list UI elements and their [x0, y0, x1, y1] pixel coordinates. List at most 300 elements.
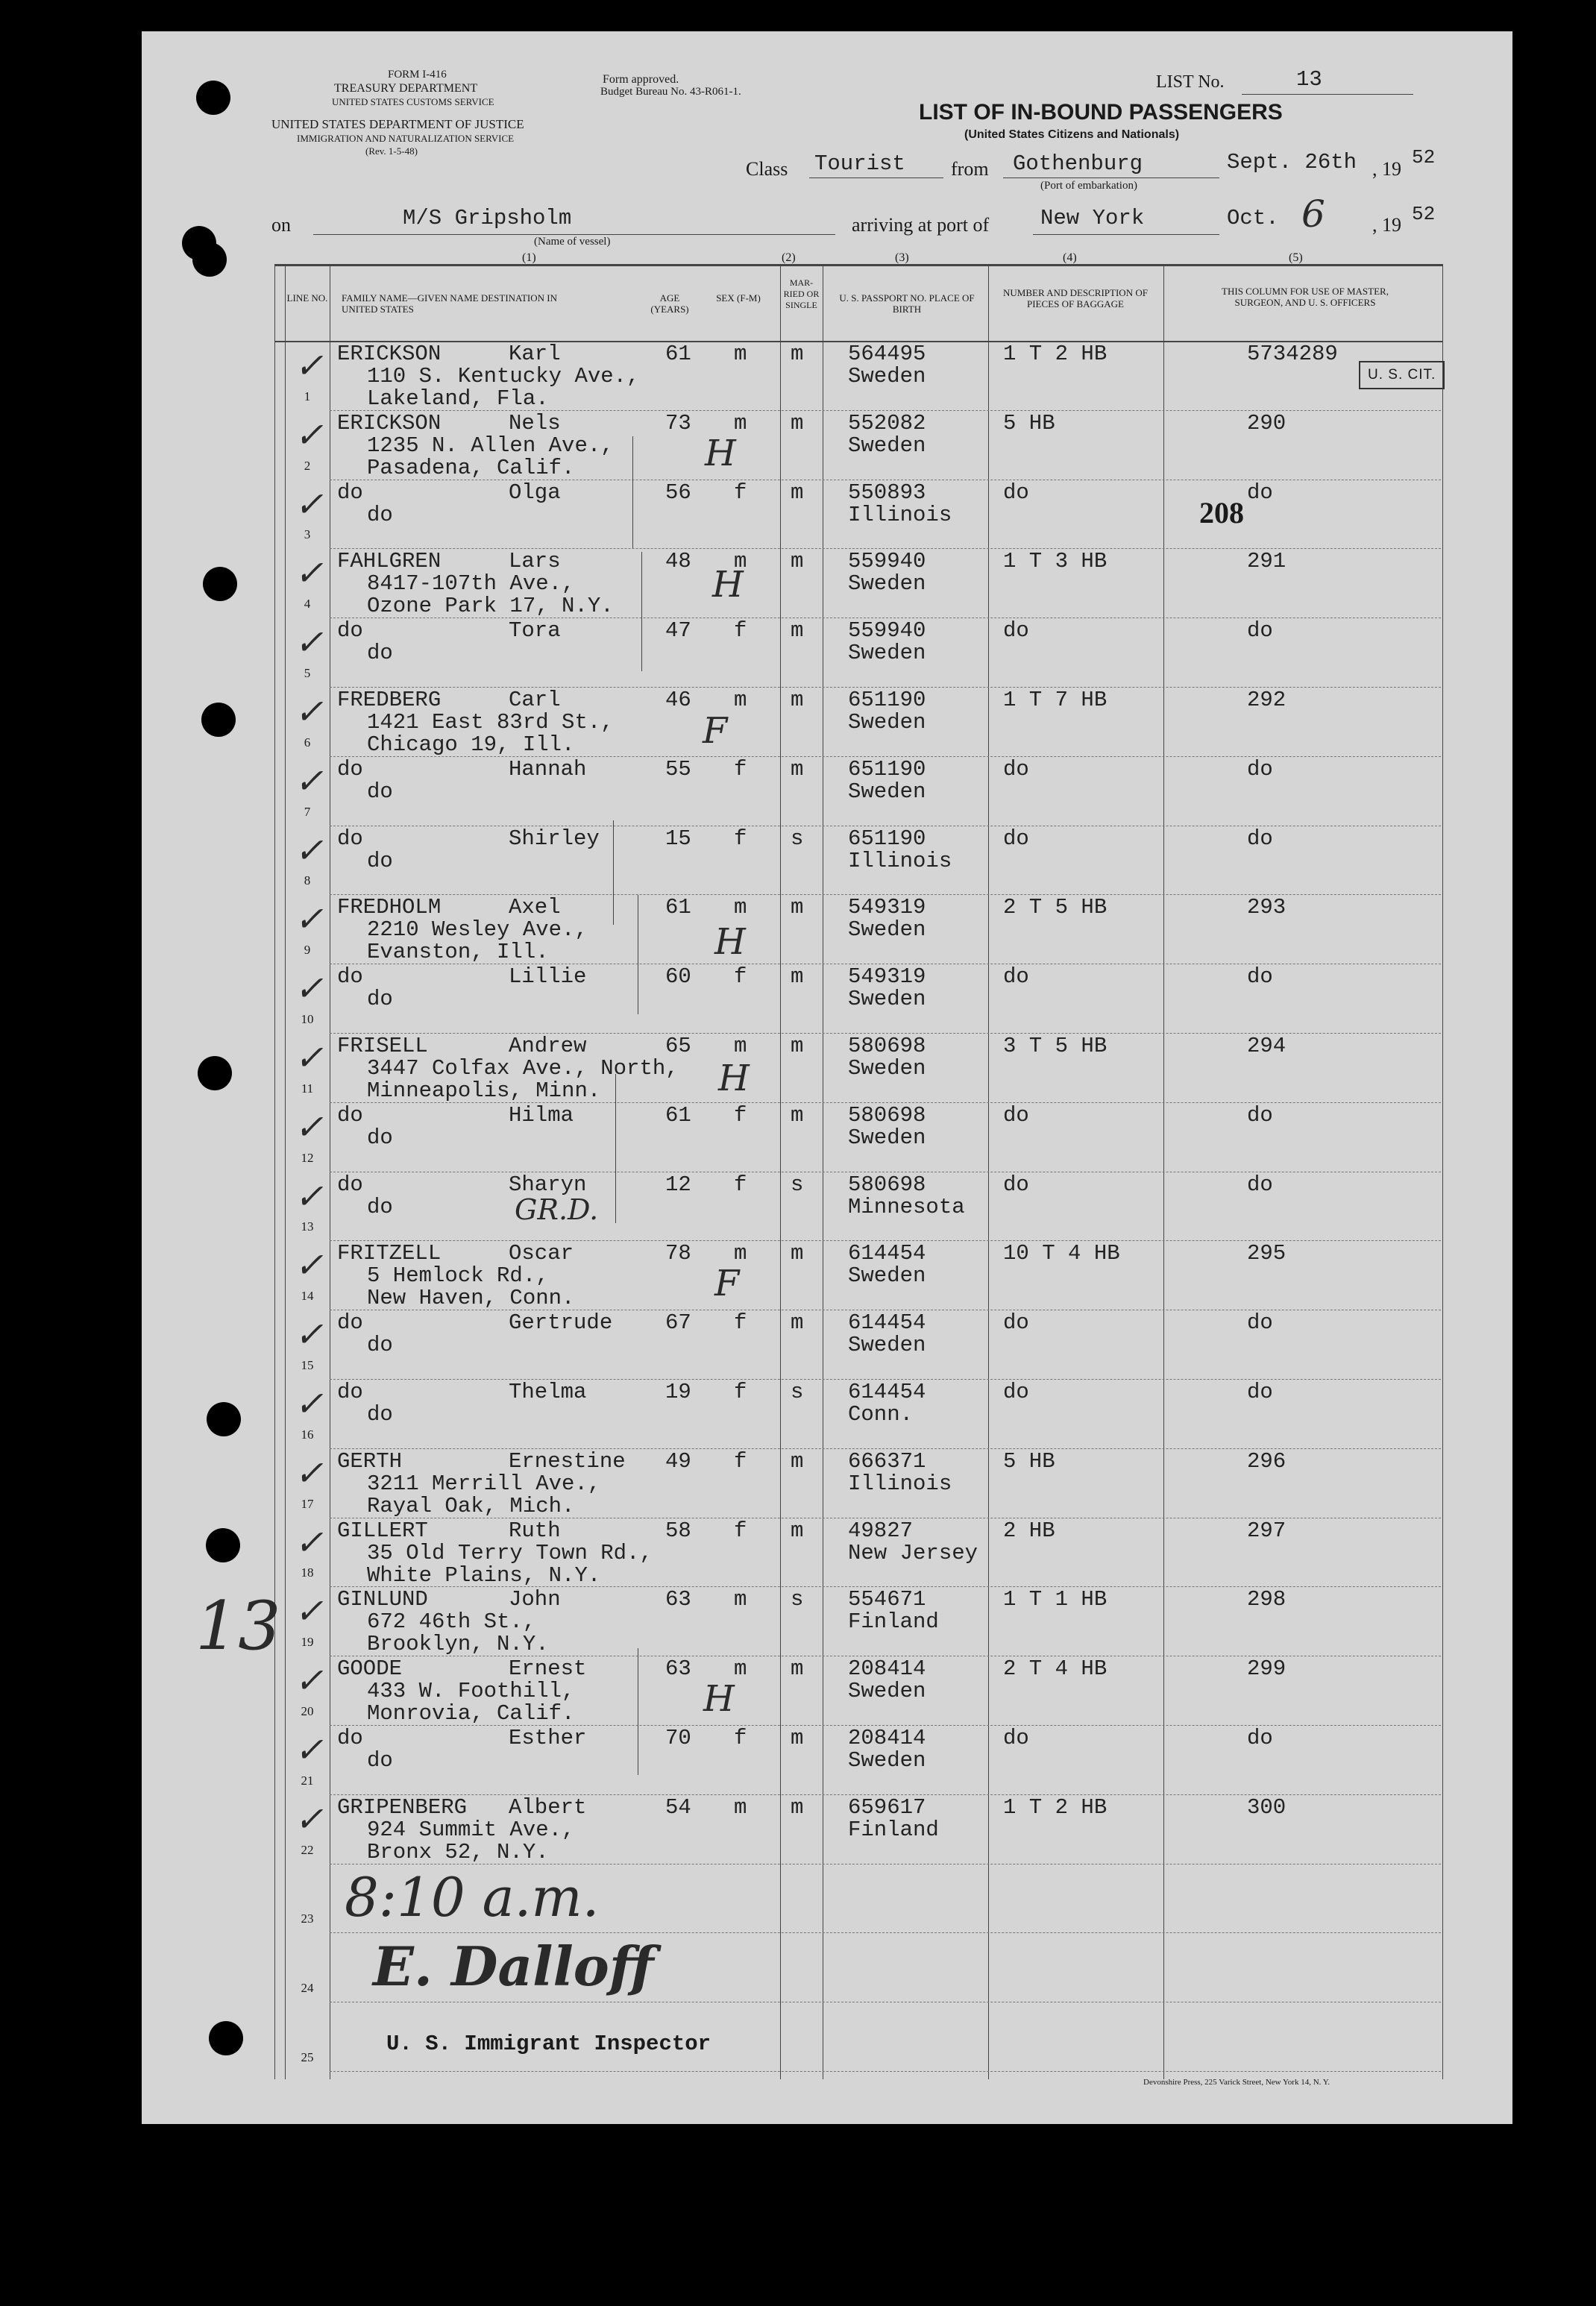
punch-hole: [198, 1056, 232, 1090]
officer-column-entry: 292: [1247, 688, 1286, 712]
passenger-family-name: do: [337, 1172, 363, 1197]
passenger-age: 61: [665, 895, 691, 920]
col-number-2: (2): [782, 251, 796, 264]
passenger-baggage: do: [1003, 964, 1029, 989]
line-number: 17: [301, 1497, 314, 1511]
passenger-address-line1: do: [367, 987, 393, 1011]
checkmark-icon: ✓: [295, 830, 324, 870]
passenger-birthplace: Sweden: [848, 571, 926, 596]
passenger-family-name: do: [337, 1310, 363, 1335]
list-no-value: 13: [1296, 67, 1322, 92]
family-mark: H: [714, 921, 746, 963]
officer-column-entry: 290: [1247, 411, 1286, 436]
passenger-marital-status: m: [791, 895, 804, 920]
document-subtitle: (United States Citizens and Nationals): [964, 128, 1180, 141]
passenger-address-line2: Ozone Park 17, N.Y.: [367, 594, 614, 618]
us-citizen-stamp: U. S. CIT.: [1359, 361, 1445, 389]
passenger-given-name: Hannah: [509, 757, 587, 782]
passenger-sex: m: [734, 411, 747, 436]
family-mark: H: [718, 1058, 750, 1099]
passenger-given-name: Hilma: [509, 1103, 574, 1128]
passenger-baggage: do: [1003, 618, 1029, 643]
table-top-border: [274, 264, 1442, 266]
passenger-given-name: Gertrude: [509, 1310, 613, 1335]
col-number-1: (1): [522, 251, 536, 264]
officer-column-entry: 293: [1247, 895, 1286, 920]
from-label: from: [951, 158, 989, 180]
passenger-age: 65: [665, 1034, 691, 1058]
embark-port-value: Gothenburg: [1013, 151, 1143, 176]
row-divider: [330, 1932, 1441, 1933]
passenger-age: 61: [665, 1103, 691, 1128]
passenger-baggage: 2 HB: [1003, 1518, 1055, 1543]
passenger-sex: m: [734, 1656, 747, 1681]
passenger-passport-no: 549319: [848, 895, 926, 920]
passenger-age: 48: [665, 549, 691, 574]
passenger-family-name: GRIPENBERG: [337, 1795, 468, 1820]
passenger-birthplace: Sweden: [848, 1679, 926, 1703]
line-number: 13: [301, 1219, 314, 1234]
checkmark-icon: ✓: [295, 1453, 324, 1493]
punch-hole: [192, 242, 227, 277]
passenger-birthplace: Sweden: [848, 1263, 926, 1288]
officer-column-entry: do: [1247, 1726, 1273, 1750]
passenger-sex: f: [734, 480, 747, 505]
passenger-family-name: do: [337, 1380, 363, 1404]
passenger-family-name: FRITZELL: [337, 1241, 442, 1266]
line-number: 1: [304, 389, 311, 403]
form-approved: Form approved.: [603, 73, 679, 86]
line-number: 6: [304, 735, 311, 750]
passenger-baggage: 3 T 5 HB: [1003, 1034, 1108, 1058]
passenger-address-line1: do: [367, 849, 393, 873]
family-bracket: [632, 436, 633, 548]
passenger-baggage: 5 HB: [1003, 411, 1055, 436]
punch-hole: [209, 2021, 243, 2055]
passenger-birthplace: Sweden: [848, 364, 926, 389]
family-mark: H: [703, 1678, 735, 1720]
passenger-birthplace: Sweden: [848, 641, 926, 665]
passenger-passport-no: 549319: [848, 964, 926, 989]
officer-column-entry: do: [1247, 1310, 1273, 1335]
passenger-marital-status: m: [791, 964, 804, 989]
class-value: Tourist: [814, 151, 905, 176]
line-number: 24: [301, 1981, 314, 1995]
line-number: 4: [304, 597, 311, 611]
passenger-sex: f: [734, 826, 747, 851]
passenger-given-name: Tora: [509, 618, 561, 643]
passenger-family-name: GERTH: [337, 1449, 403, 1474]
passenger-passport-no: 559940: [848, 549, 926, 574]
passenger-marital-status: m: [791, 1103, 804, 1128]
passenger-sex: m: [734, 1241, 747, 1266]
family-mark: H: [712, 564, 744, 606]
arrival-year-value: 52: [1412, 203, 1436, 225]
officer-column-entry: do: [1247, 1103, 1273, 1128]
passenger-given-name: Karl: [509, 342, 561, 366]
checkmark-icon: ✓: [295, 1314, 324, 1354]
passenger-baggage: 1 T 1 HB: [1003, 1587, 1108, 1612]
passenger-sex: f: [734, 1103, 747, 1128]
checkmark-icon: ✓: [295, 622, 324, 662]
passenger-marital-status: m: [791, 480, 804, 505]
checkmark-icon: ✓: [295, 968, 324, 1008]
passenger-marital-status: m: [791, 1726, 804, 1750]
line-number: 14: [301, 1289, 314, 1303]
checkmark-icon: ✓: [295, 1660, 324, 1700]
arriving-label: arriving at port of: [852, 214, 990, 236]
passenger-address-line1: do: [367, 1748, 393, 1773]
line-number: 25: [301, 2050, 314, 2064]
officer-column-entry: do: [1247, 480, 1273, 505]
passenger-family-name: FRISELL: [337, 1034, 428, 1058]
passenger-address-line1: 35 Old Terry Town Rd.,: [367, 1541, 653, 1565]
passenger-family-name: do: [337, 757, 363, 782]
passenger-address-line1: do: [367, 1195, 393, 1219]
passenger-given-name: John: [509, 1587, 561, 1612]
passenger-family-name: do: [337, 826, 363, 851]
punch-hole: [196, 81, 230, 115]
family-bracket: [615, 1074, 616, 1223]
officer-column-entry: do: [1247, 618, 1273, 643]
passenger-address-line1: 2210 Wesley Ave.,: [367, 917, 588, 942]
passenger-birthplace: Sweden: [848, 1333, 926, 1357]
checkmark-icon: ✓: [295, 1245, 324, 1285]
passenger-age: 46: [665, 688, 691, 712]
list-no-label: LIST No.: [1156, 72, 1225, 92]
passenger-family-name: GILLERT: [337, 1518, 428, 1543]
officer-column-entry: 294: [1247, 1034, 1286, 1058]
passenger-birthplace: Sweden: [848, 710, 926, 735]
passenger-family-name: ERICKSON: [337, 342, 442, 366]
officer-column-entry: 296: [1247, 1449, 1286, 1474]
officer-column-entry: do: [1247, 1380, 1273, 1404]
passenger-birthplace: Sweden: [848, 987, 926, 1011]
checkmark-icon: ✓: [295, 899, 324, 939]
passenger-given-name: Sharyn: [509, 1172, 587, 1197]
line-number: 10: [301, 1012, 314, 1026]
passenger-address-line1: 8417-107th Ave.,: [367, 571, 575, 596]
officer-column-entry: 295: [1247, 1241, 1286, 1266]
form-number: FORM I-416: [388, 69, 447, 81]
passenger-age: 70: [665, 1726, 691, 1750]
passenger-family-name: GINLUND: [337, 1587, 428, 1612]
col-number-4: (4): [1063, 251, 1077, 264]
passenger-marital-status: m: [791, 688, 804, 712]
passenger-birthplace: Illinois: [848, 1471, 952, 1496]
passenger-sex: f: [734, 1518, 747, 1543]
passenger-baggage: do: [1003, 1103, 1029, 1128]
passenger-birthplace: Finland: [848, 1609, 939, 1634]
class-label: Class: [746, 158, 788, 180]
passenger-birthplace: Sweden: [848, 1056, 926, 1081]
passenger-age: 19: [665, 1380, 691, 1404]
passenger-marital-status: m: [791, 1034, 804, 1058]
line-number: 7: [304, 805, 311, 819]
passenger-age: 58: [665, 1518, 691, 1543]
passenger-baggage: 1 T 2 HB: [1003, 342, 1108, 366]
officer-column-entry: 298: [1247, 1587, 1286, 1612]
checkmark-icon: ✓: [295, 1730, 324, 1770]
passenger-marital-status: m: [791, 1795, 804, 1820]
passenger-age: 55: [665, 757, 691, 782]
line-number: 9: [304, 943, 311, 957]
officer-column-entry: do: [1247, 1172, 1273, 1197]
passenger-baggage: 1 T 2 HB: [1003, 1795, 1108, 1820]
checkmark-icon: ✓: [295, 691, 324, 732]
passenger-marital-status: m: [791, 1656, 804, 1681]
passenger-sex: m: [734, 1795, 747, 1820]
passenger-age: 73: [665, 411, 691, 436]
punch-hole: [201, 703, 236, 737]
list-no-field: [1242, 69, 1413, 95]
line-number: 2: [304, 459, 311, 473]
revision: (Rev. 1-5-48): [365, 145, 418, 157]
passenger-address-line1: 3447 Colfax Ave., North,: [367, 1056, 679, 1081]
passenger-address-line1: do: [367, 1402, 393, 1427]
passenger-sex: f: [734, 618, 747, 643]
passenger-baggage: 2 T 5 HB: [1003, 895, 1108, 920]
passenger-marital-status: s: [791, 826, 804, 851]
passenger-marital-status: m: [791, 1449, 804, 1474]
passenger-sex: f: [734, 1380, 747, 1404]
passenger-address-line2: Monrovia, Calif.: [367, 1701, 575, 1726]
passenger-marital-status: m: [791, 1241, 804, 1266]
passenger-marital-status: m: [791, 411, 804, 436]
passenger-address-line1: do: [367, 503, 393, 527]
passenger-address-line2: New Haven, Conn.: [367, 1286, 575, 1310]
checkmark-icon: ✓: [295, 415, 324, 455]
officer-column-entry: 299: [1247, 1656, 1286, 1681]
passenger-passport-no: 614454: [848, 1241, 926, 1266]
embark-year-value: 52: [1412, 146, 1436, 169]
arrival-time-note: 8:10 a.m.: [345, 1866, 600, 1929]
passenger-passport-no: 554671: [848, 1587, 926, 1612]
passenger-marital-status: m: [791, 757, 804, 782]
passenger-sex: f: [734, 1726, 747, 1750]
family-mark: F: [703, 710, 728, 752]
passenger-sex: m: [734, 688, 747, 712]
passenger-age: 12: [665, 1172, 691, 1197]
inspector-caption: U. S. Immigrant Inspector: [386, 2032, 711, 2056]
passenger-address-line1: do: [367, 779, 393, 804]
passenger-address-line1: do: [367, 1333, 393, 1357]
passenger-marital-status: m: [791, 618, 804, 643]
punch-hole: [206, 1528, 240, 1562]
header-age: AGE (YEARS): [650, 292, 689, 315]
arrival-year-prefix: , 19: [1372, 214, 1401, 236]
passenger-address-line2: Lakeland, Fla.: [367, 386, 549, 411]
passenger-address-line1: 1235 N. Allen Ave.,: [367, 433, 614, 458]
margin-list-number: 13: [195, 1587, 281, 1665]
passenger-passport-no: 49827: [848, 1518, 914, 1543]
passenger-address-line2: Chicago 19, Ill.: [367, 732, 575, 757]
passenger-birthplace: Sweden: [848, 917, 926, 942]
passenger-marital-status: m: [791, 342, 804, 366]
officer-column-entry: 5734289: [1247, 342, 1338, 366]
justice-dept: UNITED STATES DEPARTMENT OF JUSTICE: [271, 117, 524, 131]
passenger-given-name: Esther: [509, 1726, 587, 1750]
passenger-address-line2: Minneapolis, Minn.: [367, 1078, 601, 1103]
passenger-address-line1: 1421 East 83rd St.,: [367, 710, 614, 735]
customs-service: UNITED STATES CUSTOMS SERVICE: [332, 96, 494, 107]
passenger-sex: f: [734, 1449, 747, 1474]
passenger-marital-status: m: [791, 1518, 804, 1543]
passenger-baggage: do: [1003, 480, 1029, 505]
table-right-border: [1442, 264, 1443, 2079]
col-number-5: (5): [1289, 251, 1303, 264]
line-number: 22: [301, 1843, 314, 1857]
line-number: 15: [301, 1358, 314, 1372]
line-number: 20: [301, 1704, 314, 1718]
passenger-passport-no: 580698: [848, 1034, 926, 1058]
passenger-family-name: FREDHOLM: [337, 895, 442, 920]
passenger-age: 78: [665, 1241, 691, 1266]
passenger-birthplace: Conn.: [848, 1402, 914, 1427]
checkmark-icon: ✓: [295, 1383, 324, 1424]
passenger-passport-no: 580698: [848, 1172, 926, 1197]
passenger-passport-no: 651190: [848, 826, 926, 851]
passenger-address-line1: 3211 Merrill Ave.,: [367, 1471, 601, 1496]
family-bracket: [613, 820, 614, 925]
passenger-given-name: Ruth: [509, 1518, 561, 1543]
passenger-age: 63: [665, 1587, 691, 1612]
table-left-inner: [285, 264, 286, 2079]
passenger-birthplace: Illinois: [848, 503, 952, 527]
vessel-field: [313, 209, 835, 235]
printer-imprint: Devonshire Press, 225 Varick Street, New York 14, N. Y.: [1143, 2078, 1330, 2087]
passenger-baggage: do: [1003, 1172, 1029, 1197]
family-bracket: [641, 552, 642, 671]
header-officers: THIS COLUMN FOR USE OF MASTER, SURGEON, AND U. S. OFFICERS: [1222, 286, 1389, 308]
embark-port-caption: (Port of embarkation): [1040, 180, 1137, 192]
line-number: 18: [301, 1565, 314, 1580]
passenger-address-line2: Bronx 52, N.Y.: [367, 1840, 549, 1864]
passenger-address-line2: Rayal Oak, Mich.: [367, 1494, 575, 1518]
passenger-address-line1: do: [367, 1125, 393, 1150]
passenger-given-name: Lars: [509, 549, 561, 574]
passenger-birthplace: Illinois: [848, 849, 952, 873]
treasury-dept: TREASURY DEPARTMENT: [334, 82, 478, 95]
line-number: 21: [301, 1774, 314, 1788]
passenger-sex: m: [734, 342, 747, 366]
embark-year-prefix: , 19: [1372, 158, 1401, 180]
line-number: 3: [304, 527, 311, 541]
line-number: 23: [301, 1911, 314, 1926]
document-title: LIST OF IN-BOUND PASSENGERS: [919, 100, 1283, 125]
passenger-passport-no: 552082: [848, 411, 926, 436]
passenger-sex: f: [734, 964, 747, 989]
ins-service: IMMIGRATION AND NATURALIZATION SERVICE: [297, 133, 515, 144]
passenger-given-name: Shirley: [509, 826, 600, 851]
passenger-baggage: do: [1003, 826, 1029, 851]
header-line-no: LINE NO.: [286, 292, 328, 304]
passenger-family-name: do: [337, 1726, 363, 1750]
passenger-family-name: GOODE: [337, 1656, 403, 1681]
passenger-marital-status: s: [791, 1587, 804, 1612]
checkmark-icon: ✓: [295, 761, 324, 801]
passenger-passport-no: 208414: [848, 1656, 926, 1681]
passenger-birthplace: Sweden: [848, 1125, 926, 1150]
on-label: on: [271, 214, 291, 236]
passenger-birthplace: Minnesota: [848, 1195, 965, 1219]
officer-column-entry: 291: [1247, 549, 1286, 574]
passenger-passport-no: 564495: [848, 342, 926, 366]
vessel-value: M/S Gripsholm: [403, 206, 572, 230]
family-mark: F: [714, 1263, 740, 1304]
passenger-baggage: 1 T 3 HB: [1003, 549, 1108, 574]
table-left-border: [274, 264, 275, 2079]
passenger-address-line1: 433 W. Foothill,: [367, 1679, 575, 1703]
passenger-passport-no: 559940: [848, 618, 926, 643]
passenger-address-line2: Evanston, Ill.: [367, 940, 549, 964]
passenger-address-line1: 924 Summit Ave.,: [367, 1818, 575, 1842]
passenger-birthplace: Sweden: [848, 1748, 926, 1773]
passenger-marital-status: s: [791, 1380, 804, 1404]
header-baggage: NUMBER AND DESCRIPTION OF PIECES OF BAGGAGE: [1003, 287, 1148, 310]
passenger-baggage: 10 T 4 HB: [1003, 1241, 1120, 1266]
punch-hole: [203, 567, 237, 601]
passenger-baggage: do: [1003, 757, 1029, 782]
col-number-3: (3): [895, 251, 909, 264]
passenger-baggage: 1 T 7 HB: [1003, 688, 1108, 712]
header-name: FAMILY NAME—GIVEN NAME DESTINATION IN UNITED STATES: [342, 292, 558, 315]
passenger-given-name: Ernest: [509, 1656, 587, 1681]
passenger-sex: m: [734, 895, 747, 920]
line-number: 16: [301, 1427, 314, 1442]
passenger-address-line2: White Plains, N.Y.: [367, 1563, 601, 1588]
checkmark-icon: ✓: [295, 553, 324, 593]
checkmark-icon: ✓: [295, 1176, 324, 1216]
budget-bureau: Budget Bureau No. 43-R061-1.: [600, 86, 741, 98]
passenger-age: 47: [665, 618, 691, 643]
arrival-month-value: Oct.: [1227, 206, 1279, 230]
passenger-address-line2: Pasadena, Calif.: [367, 456, 575, 480]
passenger-passport-no: 651190: [848, 757, 926, 782]
passenger-address-line1: do: [367, 641, 393, 665]
passenger-marital-status: m: [791, 549, 804, 574]
grade-annotation: GR.D.: [515, 1193, 599, 1226]
row-divider: [330, 2071, 1441, 2072]
passenger-family-name: do: [337, 1103, 363, 1128]
passenger-marital-status: s: [791, 1172, 804, 1197]
passenger-marital-status: m: [791, 1310, 804, 1335]
line-number: 19: [301, 1635, 314, 1649]
passenger-sex: f: [734, 1310, 747, 1335]
passenger-family-name: do: [337, 480, 363, 505]
passenger-family-name: do: [337, 964, 363, 989]
header-sex: SEX (F-M): [716, 292, 761, 304]
passenger-given-name: Lillie: [509, 964, 587, 989]
checkmark-icon: ✓: [295, 1107, 324, 1147]
passenger-given-name: Thelma: [509, 1380, 587, 1404]
line-number: 8: [304, 873, 311, 887]
passenger-family-name: FREDBERG: [337, 688, 442, 712]
passenger-given-name: Ernestine: [509, 1449, 626, 1474]
passenger-address-line1: 672 46th St.,: [367, 1609, 536, 1634]
passenger-age: 60: [665, 964, 691, 989]
passenger-given-name: Albert: [509, 1795, 587, 1820]
passenger-family-name: ERICKSON: [337, 411, 442, 436]
passenger-given-name: Olga: [509, 480, 561, 505]
punch-hole: [207, 1402, 241, 1436]
passenger-given-name: Axel: [509, 895, 561, 920]
officer-column-entry: do: [1247, 757, 1273, 782]
passenger-birthplace: Sweden: [848, 779, 926, 804]
passenger-family-name: FAHLGREN: [337, 549, 442, 574]
passenger-passport-no: 614454: [848, 1380, 926, 1404]
passenger-birthplace: Sweden: [848, 433, 926, 458]
